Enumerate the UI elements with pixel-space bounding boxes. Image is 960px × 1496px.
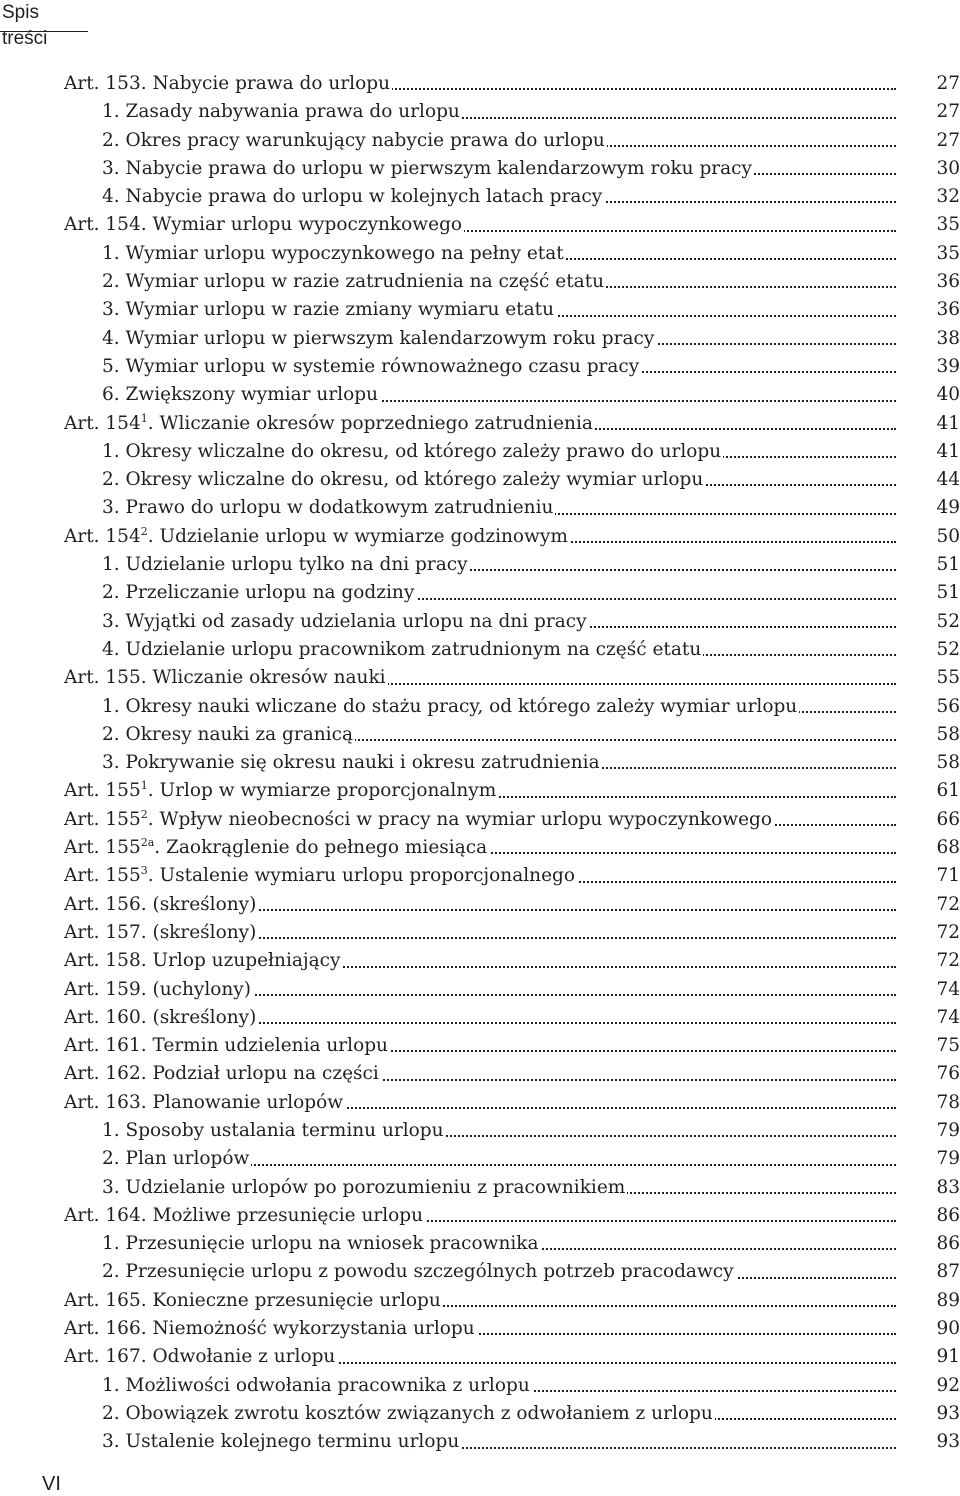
toc-entry-label: 3. Wymiar urlopu w razie zmiany wymiaru etatu bbox=[102, 299, 554, 321]
toc-page-number: 52 bbox=[936, 638, 960, 660]
article-prefix: Art. 155 bbox=[64, 808, 141, 830]
toc-entry-text bbox=[102, 384, 380, 405]
toc-page-number: 27 bbox=[936, 73, 960, 94]
toc-subentry bbox=[64, 466, 960, 494]
article-superscript: 1 bbox=[140, 779, 148, 793]
toc-entry-label: 1. Zasady nabywania prawa do urlopu bbox=[102, 101, 460, 123]
toc-subentry bbox=[64, 1258, 960, 1286]
toc-entry-title bbox=[102, 1230, 896, 1258]
toc-entry-text bbox=[102, 611, 589, 632]
toc-entry bbox=[64, 919, 960, 947]
article-superscript: 1 bbox=[140, 411, 148, 425]
toc-entry-title bbox=[64, 523, 896, 551]
toc-entry-label: 1. Udzielanie urlopu tylko na dni pracy bbox=[102, 554, 468, 576]
toc-entry-text bbox=[102, 724, 355, 745]
toc-page-number: 50 bbox=[936, 525, 960, 547]
toc-entry-label: 3. Nabycie prawa do urlopu w pierwszym kalendarzowym roku pracy bbox=[102, 157, 752, 179]
toc-page-number: 27 bbox=[936, 129, 960, 151]
toc-entry-text bbox=[102, 639, 703, 660]
table-of-contents bbox=[64, 70, 960, 1457]
toc-page-number: 91 bbox=[936, 1346, 960, 1368]
toc-entry-text bbox=[64, 526, 570, 547]
toc-page-number: 58 bbox=[936, 723, 960, 745]
toc-page-number: 79 bbox=[936, 1119, 960, 1141]
toc-page-number: 74 bbox=[936, 1006, 960, 1028]
toc-entry-label: Art. 166. Niemożność wykorzystania urlopu bbox=[64, 1318, 475, 1340]
toc-entry-label: 3. Ustalenie kolejnego terminu urlopu bbox=[102, 1431, 460, 1453]
toc-entry-label: Art. 167. Odwołanie z urlopu bbox=[64, 1346, 336, 1368]
toc-entry-title bbox=[64, 947, 896, 975]
toc-entry bbox=[64, 1202, 960, 1230]
toc-entry bbox=[64, 1004, 960, 1032]
toc-entry-title bbox=[64, 1032, 896, 1060]
toc-entry-title bbox=[102, 721, 896, 749]
article-superscript: 3 bbox=[140, 864, 148, 878]
toc-entry-text bbox=[64, 837, 489, 858]
toc-entry bbox=[64, 947, 960, 975]
toc-entry-label: . Wpływ nieobecności w pracy na wymiar urlopu wypoczynkowego bbox=[147, 808, 773, 830]
toc-page-number: 68 bbox=[936, 837, 960, 859]
toc-entry-title bbox=[64, 211, 896, 239]
toc-page-number: 55 bbox=[936, 667, 960, 689]
toc-entry-label: 1. Sposoby ustalania terminu urlopu bbox=[102, 1119, 444, 1141]
toc-entry-title bbox=[102, 1174, 896, 1202]
toc-page-number: 27 bbox=[936, 101, 960, 123]
toc-entry-title bbox=[64, 834, 896, 862]
toc-entry-title bbox=[102, 749, 896, 777]
toc-entry-text bbox=[102, 582, 416, 603]
toc-entry-text bbox=[64, 214, 464, 235]
toc-page-number: 51 bbox=[936, 582, 960, 604]
toc-subentry bbox=[64, 1230, 960, 1258]
toc-subentry bbox=[64, 551, 960, 579]
toc-entry-title bbox=[102, 438, 896, 466]
toc-entry-label: Art. 158. Urlop uzupełniający bbox=[64, 950, 341, 972]
toc-subentry bbox=[64, 325, 960, 353]
toc-subentry bbox=[64, 1174, 960, 1202]
toc-subentry bbox=[64, 381, 960, 409]
toc-entry-text bbox=[64, 894, 258, 915]
toc-subentry bbox=[64, 155, 960, 183]
toc-page-number: 66 bbox=[936, 808, 960, 830]
toc-entry bbox=[64, 664, 960, 692]
toc-entry-text bbox=[102, 101, 462, 122]
article-prefix: Art. 155 bbox=[64, 780, 141, 802]
toc-page-number: 40 bbox=[936, 384, 960, 406]
toc-page-number: 74 bbox=[936, 978, 960, 1000]
toc-entry-label: Art. 161. Termin udzielenia urlopu bbox=[64, 1035, 388, 1057]
toc-entry-text bbox=[102, 1375, 532, 1396]
toc-entry-title bbox=[102, 466, 896, 494]
toc-entry-label: Art. 157. (skreślony) bbox=[64, 921, 257, 943]
toc-entry-text bbox=[102, 497, 555, 518]
toc-subentry bbox=[64, 1117, 960, 1145]
toc-entry-text bbox=[102, 1177, 627, 1198]
toc-entry bbox=[64, 1060, 960, 1088]
toc-entry-text bbox=[102, 271, 606, 292]
toc-entry-title bbox=[102, 636, 896, 664]
toc-entry-title bbox=[102, 240, 896, 268]
toc-entry-title bbox=[102, 353, 896, 381]
toc-page-number: 72 bbox=[936, 893, 960, 915]
toc-page-number: 52 bbox=[936, 610, 960, 632]
toc-page-number: 83 bbox=[936, 1176, 960, 1198]
article-prefix: Art. 155 bbox=[64, 837, 141, 859]
toc-entry-text bbox=[102, 441, 723, 462]
toc-subentry bbox=[64, 353, 960, 381]
toc-entry-text bbox=[102, 1233, 541, 1254]
toc-entry-title bbox=[102, 1145, 896, 1173]
toc-entry-title bbox=[102, 551, 896, 579]
toc-entry-text bbox=[64, 979, 253, 1000]
toc-page-number: 86 bbox=[936, 1233, 960, 1255]
toc-entry-title bbox=[102, 1428, 896, 1456]
toc-entry-text bbox=[64, 865, 577, 886]
toc-entry-label: 4. Wymiar urlopu w pierwszym kalendarzowym roku pracy bbox=[102, 327, 655, 349]
toc-entry-label: 3. Prawo do urlopu w dodatkowym zatrudnieniu bbox=[102, 497, 554, 519]
toc-entry-title bbox=[64, 1315, 896, 1343]
toc-entry-text bbox=[64, 950, 343, 971]
toc-entry-label: 2. Wymiar urlopu w razie zatrudnienia na część etatu bbox=[102, 271, 605, 293]
toc-page-number: 76 bbox=[936, 1063, 960, 1085]
toc-entry-label: 1. Okresy nauki wliczane do stażu pracy, od którego zależy wymiar urlopu bbox=[102, 695, 798, 717]
toc-page-number: 72 bbox=[936, 950, 960, 972]
article-prefix: Art. 154 bbox=[64, 412, 141, 434]
toc-entry-title bbox=[64, 1343, 896, 1371]
toc-entry-text bbox=[102, 1431, 461, 1452]
toc-page-number: 41 bbox=[936, 412, 960, 434]
toc-entry bbox=[64, 70, 960, 98]
toc-entry-title bbox=[102, 98, 896, 126]
toc-entry-title bbox=[64, 919, 896, 947]
toc-page-number: 75 bbox=[936, 1035, 960, 1057]
toc-entry-label: 1. Przesunięcie urlopu na wniosek pracownika bbox=[102, 1233, 539, 1255]
toc-entry-text bbox=[102, 243, 566, 264]
toc-entry-label: 5. Wymiar urlopu w systemie równoważnego czasu pracy bbox=[102, 355, 640, 377]
toc-entry-text bbox=[102, 299, 556, 320]
toc-entry-label: Art. 155. Wliczanie okresów nauki bbox=[64, 667, 386, 689]
toc-entry-title bbox=[102, 155, 896, 183]
toc-entry-text bbox=[102, 158, 754, 179]
toc-entry-label: 2. Obowiązek zwrotu kosztów związanych z odwołaniem z urlopu bbox=[102, 1402, 713, 1424]
toc-entry-label: Art. 163. Planowanie urlopów bbox=[64, 1091, 344, 1113]
toc-entry-label: 3. Pokrywanie się okresu nauki i okresu zatrudnienia bbox=[102, 752, 600, 774]
toc-page-number: 36 bbox=[936, 299, 960, 321]
toc-entry-title bbox=[102, 608, 896, 636]
toc-page-number: 39 bbox=[936, 355, 960, 377]
toc-subentry bbox=[64, 127, 960, 155]
toc-entry-title bbox=[64, 1004, 896, 1032]
toc-entry bbox=[64, 1089, 960, 1117]
toc-entry-title bbox=[64, 664, 896, 692]
toc-entry bbox=[64, 862, 960, 890]
running-head-text: Spis treści bbox=[2, 2, 48, 49]
toc-entry-text bbox=[64, 780, 498, 801]
toc-entry-label: Art. 156. (skreślony) bbox=[64, 893, 257, 915]
toc-entry-title bbox=[102, 1258, 896, 1286]
toc-subentry bbox=[64, 494, 960, 522]
toc-page-number: 92 bbox=[936, 1374, 960, 1396]
toc-entry-title bbox=[64, 410, 896, 438]
toc-page-number: 86 bbox=[936, 1204, 960, 1226]
toc-entry-title bbox=[64, 777, 896, 805]
toc-subentry bbox=[64, 693, 960, 721]
toc-page-number: 32 bbox=[936, 186, 960, 208]
toc-page-number: 89 bbox=[936, 1289, 960, 1311]
toc-entry-text bbox=[64, 1007, 258, 1028]
running-head bbox=[0, 0, 88, 49]
toc-entry-text bbox=[64, 922, 258, 943]
toc-entry-title bbox=[102, 268, 896, 296]
toc-subentry bbox=[64, 296, 960, 324]
toc-page-number: 49 bbox=[936, 497, 960, 519]
toc-entry bbox=[64, 211, 960, 239]
toc-subentry bbox=[64, 721, 960, 749]
toc-entry-label: . Wliczanie okresów poprzedniego zatrudnienia bbox=[147, 412, 593, 434]
toc-entry-title bbox=[64, 976, 896, 1004]
toc-page-number: 44 bbox=[936, 469, 960, 491]
toc-entry-text bbox=[64, 1063, 381, 1084]
toc-entry bbox=[64, 523, 960, 551]
toc-subentry bbox=[64, 183, 960, 211]
toc-entry-title bbox=[102, 127, 896, 155]
toc-entry-title bbox=[102, 693, 896, 721]
toc-entry-label: 2. Okresy nauki za granicą bbox=[102, 723, 353, 745]
toc-entry-label: 4. Udzielanie urlopu pracownikom zatrudnionym na część etatu bbox=[102, 638, 702, 660]
toc-entry-label: Art. 165. Konieczne przesunięcie urlopu bbox=[64, 1289, 441, 1311]
toc-entry-text bbox=[64, 1092, 345, 1113]
toc-entry bbox=[64, 410, 960, 438]
toc-page-number: 35 bbox=[936, 214, 960, 236]
toc-entry-title bbox=[64, 1287, 896, 1315]
toc-subentry bbox=[64, 608, 960, 636]
toc-entry-text bbox=[64, 809, 774, 830]
toc-page-number: 71 bbox=[936, 865, 960, 887]
toc-entry-text bbox=[64, 667, 388, 688]
toc-page-number: 35 bbox=[936, 242, 960, 264]
toc-entry-title bbox=[64, 1202, 896, 1230]
toc-subentry bbox=[64, 1428, 960, 1456]
toc-entry bbox=[64, 834, 960, 862]
toc-entry bbox=[64, 1287, 960, 1315]
toc-page-number: 56 bbox=[936, 695, 960, 717]
toc-entry-text bbox=[64, 1318, 477, 1339]
article-superscript: 2 bbox=[140, 807, 148, 821]
toc-subentry bbox=[64, 1372, 960, 1400]
toc-entry bbox=[64, 976, 960, 1004]
toc-entry-text bbox=[102, 696, 799, 717]
toc-entry-label: 3. Wyjątki od zasady udzielania urlopu na dni pracy bbox=[102, 610, 587, 632]
toc-entry-title bbox=[64, 891, 896, 919]
toc-entry-title bbox=[64, 1089, 896, 1117]
toc-subentry bbox=[64, 268, 960, 296]
toc-page-number: 58 bbox=[936, 752, 960, 774]
toc-entry-label: 4. Nabycie prawa do urlopu w kolejnych latach pracy bbox=[102, 186, 603, 208]
toc-entry-label: 1. Okresy wliczalne do okresu, od którego zależy prawo do urlopu bbox=[102, 440, 722, 462]
toc-entry bbox=[64, 891, 960, 919]
article-prefix: Art. 154 bbox=[64, 525, 141, 547]
toc-entry-title bbox=[102, 1117, 896, 1145]
toc-page-number: 36 bbox=[936, 271, 960, 293]
toc-entry-text bbox=[64, 1205, 425, 1226]
toc-entry-title bbox=[64, 806, 896, 834]
toc-entry-label: . Zaokrąglenie do pełnego miesiąca bbox=[154, 837, 488, 859]
toc-entry-text bbox=[102, 186, 604, 207]
toc-entry-text bbox=[64, 413, 595, 434]
toc-entry-text bbox=[102, 1120, 446, 1141]
toc-entry-title bbox=[102, 296, 896, 324]
toc-entry-title bbox=[102, 1400, 896, 1428]
toc-entry-label: Art. 160. (skreślony) bbox=[64, 1006, 257, 1028]
toc-entry-title bbox=[102, 183, 896, 211]
toc-page-number: 72 bbox=[936, 921, 960, 943]
toc-page-number: 79 bbox=[936, 1148, 960, 1170]
toc-page-number: 78 bbox=[936, 1091, 960, 1113]
toc-page-number: 38 bbox=[936, 327, 960, 349]
toc-entry-title bbox=[102, 1372, 896, 1400]
toc-entry-label: Art. 153. Nabycie prawa do urlopu bbox=[64, 73, 390, 94]
toc-entry-label: Art. 154. Wymiar urlopu wypoczynkowego bbox=[64, 214, 463, 236]
toc-entry bbox=[64, 806, 960, 834]
toc-entry-label: 1. Wymiar urlopu wypoczynkowego na pełny etat bbox=[102, 242, 564, 264]
toc-entry-label: 1. Możliwości odwołania pracownika z urlopu bbox=[102, 1374, 530, 1396]
toc-entry-label: 2. Przesunięcie urlopu z powodu szczególnych potrzeb pracodawcy bbox=[102, 1261, 734, 1283]
toc-subentry bbox=[64, 579, 960, 607]
toc-page-number: 41 bbox=[936, 440, 960, 462]
toc-entry-text bbox=[102, 554, 470, 575]
toc-entry-text bbox=[64, 1290, 443, 1311]
toc-entry-label: 3. Udzielanie urlopów po porozumieniu z pracownikiem bbox=[102, 1176, 626, 1198]
toc-entry-title bbox=[102, 325, 896, 353]
toc-page-number: 61 bbox=[936, 780, 960, 802]
toc-entry-title bbox=[102, 494, 896, 522]
toc-subentry bbox=[64, 1145, 960, 1173]
toc-entry-label: . Ustalenie wymiaru urlopu proporcjonalnego bbox=[147, 865, 576, 887]
toc-entry-text bbox=[102, 469, 705, 490]
toc-entry bbox=[64, 1315, 960, 1343]
toc-entry-title bbox=[64, 862, 896, 890]
toc-entry-text bbox=[102, 752, 602, 773]
toc-entry-label: Art. 162. Podział urlopu na części bbox=[64, 1063, 379, 1085]
toc-page-number: 87 bbox=[936, 1261, 960, 1283]
toc-entry bbox=[64, 1343, 960, 1371]
toc-subentry bbox=[64, 98, 960, 126]
toc-entry-label: Art. 159. (uchylony) bbox=[64, 978, 251, 1000]
toc-page-number: 93 bbox=[936, 1431, 960, 1453]
toc-entry bbox=[64, 777, 960, 805]
toc-entry-label: 2. Okres pracy warunkujący nabycie prawa do urlopu bbox=[102, 129, 605, 151]
toc-subentry bbox=[64, 749, 960, 777]
page-folio: VI bbox=[42, 1473, 61, 1495]
toc-entry-text bbox=[102, 1403, 715, 1424]
toc-subentry bbox=[64, 636, 960, 664]
toc-entry-label: 6. Zwiększony wymiar urlopu bbox=[102, 384, 378, 406]
toc-page-number: 30 bbox=[936, 157, 960, 179]
toc-entry-title bbox=[102, 381, 896, 409]
toc-entry-text bbox=[64, 1346, 337, 1367]
toc-entry-text bbox=[102, 1148, 251, 1169]
toc-entry-label: . Udzielanie urlopu w wymiarze godzinowym bbox=[147, 525, 568, 547]
article-superscript: 2 bbox=[140, 524, 148, 538]
toc-entry-text bbox=[102, 1261, 736, 1282]
toc-entry-label: 2. Przeliczanie urlopu na godziny bbox=[102, 582, 415, 604]
toc-entry bbox=[64, 1032, 960, 1060]
toc-subentry bbox=[64, 240, 960, 268]
toc-entry-text bbox=[102, 328, 656, 349]
toc-page-number: 93 bbox=[936, 1402, 960, 1424]
toc-entry-text bbox=[102, 130, 607, 151]
toc-entry-title bbox=[102, 579, 896, 607]
toc-entry-label: Art. 164. Możliwe przesunięcie urlopu bbox=[64, 1204, 424, 1226]
toc-entry-title bbox=[64, 70, 896, 98]
toc-entry-title bbox=[64, 1060, 896, 1088]
toc-subentry bbox=[64, 438, 960, 466]
article-superscript: 2a bbox=[140, 836, 155, 850]
toc-entry-label: . Urlop w wymiarze proporcjonalnym bbox=[147, 780, 497, 802]
toc-entry-text bbox=[102, 356, 641, 377]
toc-entry-label: 2. Plan urlopów bbox=[102, 1148, 250, 1170]
toc-subentry bbox=[64, 1400, 960, 1428]
toc-page-number: 51 bbox=[936, 554, 960, 576]
toc-entry-text bbox=[64, 73, 392, 94]
article-prefix: Art. 155 bbox=[64, 865, 141, 887]
toc-entry-text bbox=[64, 1035, 390, 1056]
toc-page-number: 90 bbox=[936, 1318, 960, 1340]
toc-entry-label: 2. Okresy wliczalne do okresu, od którego zależy wymiar urlopu bbox=[102, 469, 704, 491]
